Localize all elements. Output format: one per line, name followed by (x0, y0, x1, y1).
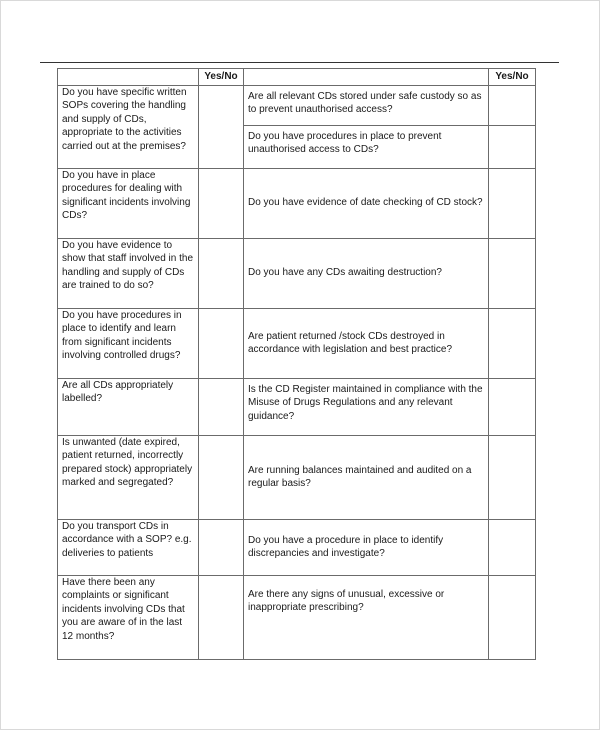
question-right-1a: Are all relevant CDs stored under safe custody so as to prevent unauthorised access? (244, 85, 489, 125)
answer-right-1b[interactable] (489, 125, 536, 168)
header-question-right (244, 69, 489, 86)
answer-left-5[interactable] (199, 378, 244, 435)
table-row (58, 435, 536, 519)
question-right-2: Do you have evidence of date checking of CD stock? (244, 168, 489, 238)
question-left-6: Is unwanted (date expired, patient returned, incorrectly prepared stock) appropriately marked and segregated? (58, 435, 199, 519)
answer-right-2[interactable] (489, 168, 536, 238)
question-right-4: Are patient returned /stock CDs destroyed in accordance with legislation and best practice? (244, 308, 489, 378)
question-left-7: Do you transport CDs in accordance with a SOP? e.g. deliveries to patients (58, 519, 199, 575)
question-left-2: Do you have in place procedures for dealing with significant incidents involving CDs? (58, 168, 199, 238)
cd-checklist-table (57, 68, 536, 660)
table-row (58, 238, 536, 308)
table-row (58, 168, 536, 238)
question-right-5: Is the CD Register maintained in compliance with the Misuse of Drugs Regulations and any relevant guidance? (244, 378, 489, 435)
answer-left-7[interactable] (199, 519, 244, 575)
question-left-8: Have there been any complaints or significant incidents involving CDs that you are aware of in the last 12 months? (58, 575, 199, 659)
answer-right-7[interactable] (489, 519, 536, 575)
table-row (58, 575, 536, 659)
answer-right-1a[interactable] (489, 85, 536, 125)
question-left-3: Do you have evidence to show that staff involved in the handling and supply of CDs are trained to do so? (58, 238, 199, 308)
answer-left-1[interactable] (199, 85, 244, 168)
answer-left-3[interactable] (199, 238, 244, 308)
question-right-7: Do you have a procedure in place to identify discrepancies and investigate? (244, 519, 489, 575)
question-right-1b: Do you have procedures in place to prevent unauthorised access to CDs? (244, 125, 489, 168)
table-row (58, 308, 536, 378)
answer-left-4[interactable] (199, 308, 244, 378)
answer-left-8[interactable] (199, 575, 244, 659)
question-right-8: Are there any signs of unusual, excessive or inappropriate prescribing? (244, 575, 489, 659)
answer-right-8[interactable] (489, 575, 536, 659)
answer-left-6[interactable] (199, 435, 244, 519)
question-left-5: Are all CDs appropriately labelled? (58, 378, 199, 435)
header-yes-no-left: Yes/No (199, 69, 244, 86)
header-yes-no-right: Yes/No (489, 69, 536, 86)
table-row (58, 85, 536, 125)
header-rule (40, 62, 559, 63)
table-row (58, 378, 536, 435)
header-question-left (58, 69, 199, 86)
answer-right-4[interactable] (489, 308, 536, 378)
answer-right-3[interactable] (489, 238, 536, 308)
table-row (58, 519, 536, 575)
answer-right-6[interactable] (489, 435, 536, 519)
question-right-3: Do you have any CDs awaiting destruction? (244, 238, 489, 308)
answer-right-5[interactable] (489, 378, 536, 435)
question-left-4: Do you have procedures in place to identify and learn from significant incidents involving controlled drugs? (58, 308, 199, 378)
answer-left-2[interactable] (199, 168, 244, 238)
question-left-1: Do you have specific written SOPs covering the handling and supply of CDs, appropriate to the activities carried out at the premises? (58, 85, 199, 168)
table-header-row (58, 69, 536, 86)
question-right-6: Are running balances maintained and audited on a regular basis? (244, 435, 489, 519)
